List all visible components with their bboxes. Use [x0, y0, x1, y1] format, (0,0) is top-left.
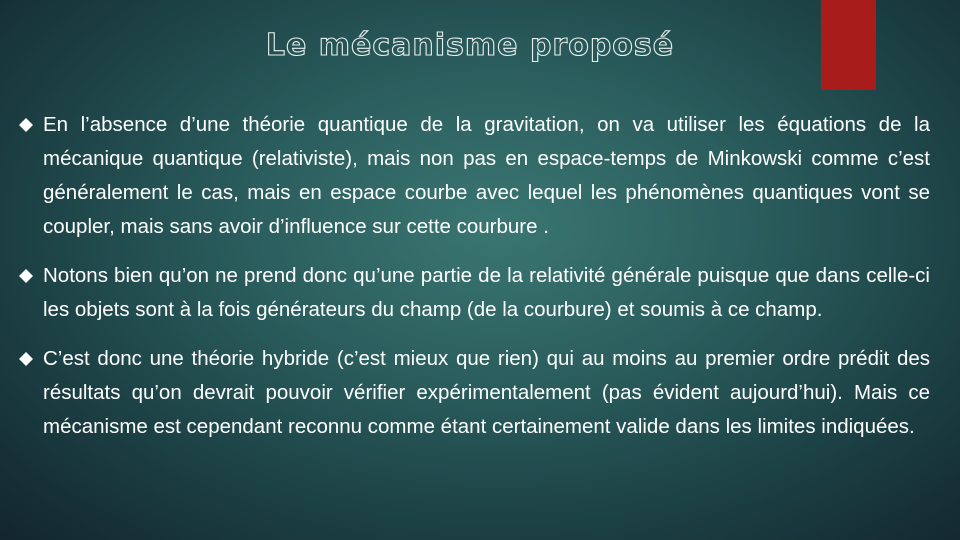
- slide-title: Le mécanisme proposé: [265, 28, 675, 63]
- diamond-bullet-icon: [19, 269, 33, 283]
- bullet-text: Notons bien qu’on ne prend donc qu’une partie de la relativité générale puisque que dans celle-ci les objets sont à la fois générateurs du champ (de la courbure) et soumis à ce champ.: [43, 264, 930, 321]
- bullet-list: [18, 108, 930, 459]
- bullet-text: C’est donc une théorie hybride (c’est mieux que rien) qui au moins au premier ordre prédit des résultats qu’on devrait pouvoir vérifier expérimentalement (pas évident aujourd’hui). Mais ce mécanisme est cependant reconnu comme étant certainement valide dans les limites indiquées.: [43, 347, 930, 438]
- bullet-text: En l’absence d’une théorie quantique de la gravitation, on va utiliser les équations de la mécanique quantique (relativiste), mais non pas en espace-temps de Minkowski comme c’est généralement le cas, mais en espace courbe avec lequel les phénomènes quantiques vont se coupler, mais sans avoir d’influence sur cette courbure .: [43, 113, 930, 238]
- bullet-item: [18, 342, 930, 444]
- bullet-item: [18, 259, 930, 327]
- bullet-item: [18, 108, 930, 244]
- diamond-bullet-icon: [19, 118, 33, 132]
- diamond-bullet-icon: [19, 352, 33, 366]
